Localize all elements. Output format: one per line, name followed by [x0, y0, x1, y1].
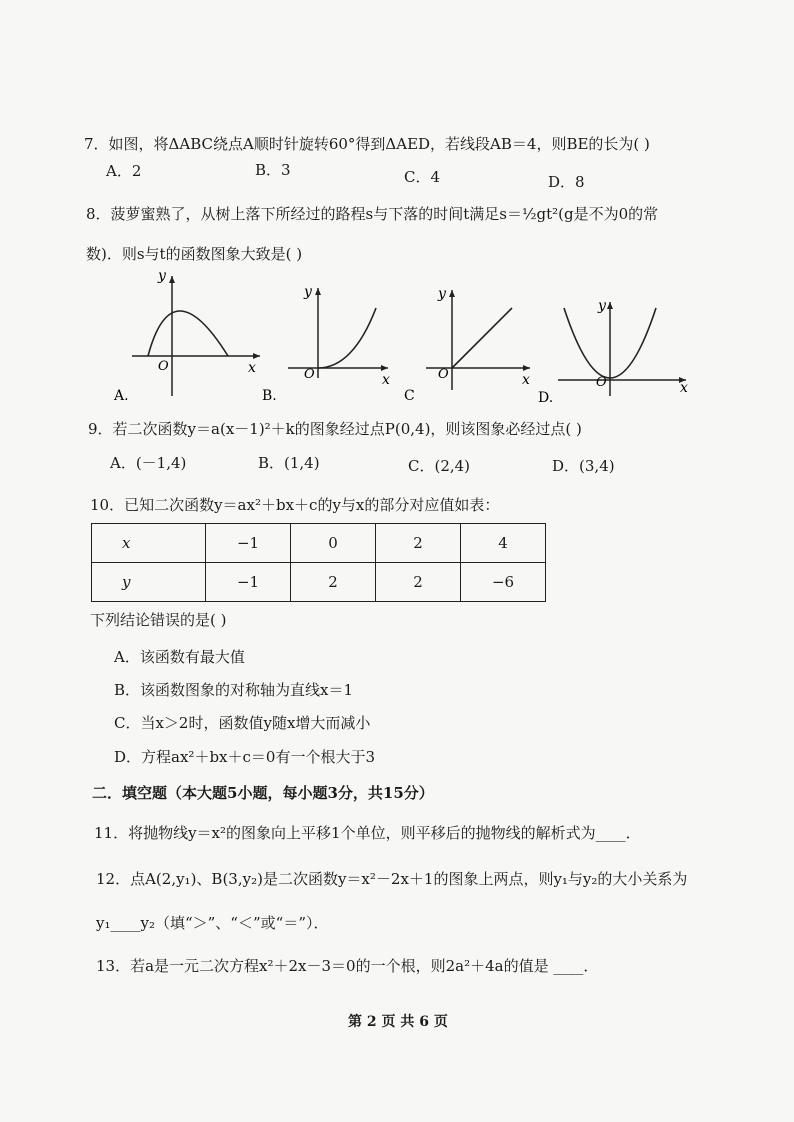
question-10-text: 10．已知二次函数y＝ax²＋bx＋c的y与x的部分对应值如表：	[90, 496, 500, 514]
page-number-footer: 第 2 页 共 6 页	[348, 1014, 448, 1030]
graph-c-label: C	[404, 388, 415, 404]
row-x-label: x	[92, 524, 206, 563]
x-value-3: 2	[376, 524, 461, 563]
q7-option-d: D．8	[548, 173, 585, 191]
section-2-title: 二．填空题（本大题5小题，每小题3分，共15分）	[92, 784, 434, 802]
graph-a-label: A.	[114, 388, 129, 404]
question-12-line2: y₁____y₂（填“＞”、“＜”或“＝”）．	[96, 914, 329, 932]
graph-c-origin: O	[438, 367, 449, 382]
q10-option-a: A．该函数有最大值	[114, 648, 245, 666]
graph-d-origin: O	[596, 375, 607, 390]
q7-option-a: A．2	[106, 162, 142, 180]
question-13-text: 13．若a是一元二次方程x²＋2x－3＝0的一个根，则2a²＋4a的值是 ____．	[96, 957, 599, 975]
q10-prompt: 下列结论错误的是( )	[90, 611, 227, 629]
table-row-y	[92, 563, 546, 602]
graph-b-origin: O	[304, 367, 315, 382]
question-8-line2: 数)．则s与t的函数图象大致是( )	[86, 245, 303, 263]
y-value-4: −6	[461, 563, 546, 602]
graph-c-x-label: x	[522, 372, 530, 388]
q7-option-b: B．3	[255, 161, 291, 179]
row-y-label: y	[92, 563, 206, 602]
question-8-line1: 8．菠萝蜜熟了，从树上落下所经过的路程s与下落的时间t满足s＝½gt²(g是不为0的常	[86, 205, 659, 223]
q10-option-d: D．方程ax²＋bx＋c＝0有一个根大于3	[114, 748, 375, 766]
q10-option-c: C．当x＞2时，函数值y随x增大而减小	[114, 714, 371, 732]
graph-a	[110, 268, 270, 408]
question-11-text: 11．将抛物线y＝x²的图象向上平移1个单位，则平移后的抛物线的解析式为____．	[94, 824, 641, 842]
graph-a-x-label: x	[248, 360, 256, 376]
graph-c	[400, 278, 540, 410]
question-7-text: 7．如图，将ΔABC绕点A顺时针旋转60°得到ΔAED，若线段AB＝4，则BE的长为( )	[84, 135, 650, 153]
table-row-x	[92, 524, 546, 563]
q10-value-table	[91, 523, 546, 602]
q10-option-b: B．该函数图象的对称轴为直线x＝1	[114, 681, 354, 699]
q7-option-c: C．4	[404, 168, 441, 186]
y-value-3: 2	[376, 563, 461, 602]
graph-d-label: D.	[538, 390, 554, 406]
y-value-1: −1	[206, 563, 291, 602]
graph-a-origin: O	[158, 359, 169, 374]
graph-d	[534, 294, 694, 410]
x-value-4: 4	[461, 524, 546, 563]
graph-c-y-label: y	[438, 286, 446, 302]
graph-b-y-label: y	[304, 284, 312, 300]
graph-b-x-label: x	[382, 372, 390, 388]
question-9-text: 9．若二次函数y＝a(x－1)²＋k的图象经过点P(0,4)，则该图象必经过点( )	[88, 420, 582, 438]
q9-option-d: D．(3,4)	[552, 457, 615, 475]
q9-option-a: A．(－1,4)	[110, 454, 187, 472]
graph-a-y-label: y	[158, 268, 166, 284]
graph-d-x-label: x	[680, 380, 688, 396]
q9-option-b: B．(1,4)	[258, 454, 320, 472]
y-value-2: 2	[291, 563, 376, 602]
q9-option-c: C．(2,4)	[408, 457, 471, 475]
question-12-line1: 12．点A(2,y₁)、B(3,y₂)是二次函数y＝x²－2x＋1的图象上两点，则y₁与y₂的大小关系为	[96, 870, 688, 888]
graph-d-y-label: y	[598, 298, 606, 314]
x-value-2: 0	[291, 524, 376, 563]
graph-b-label: B.	[262, 388, 277, 404]
x-value-1: −1	[206, 524, 291, 563]
graph-b	[258, 278, 398, 410]
